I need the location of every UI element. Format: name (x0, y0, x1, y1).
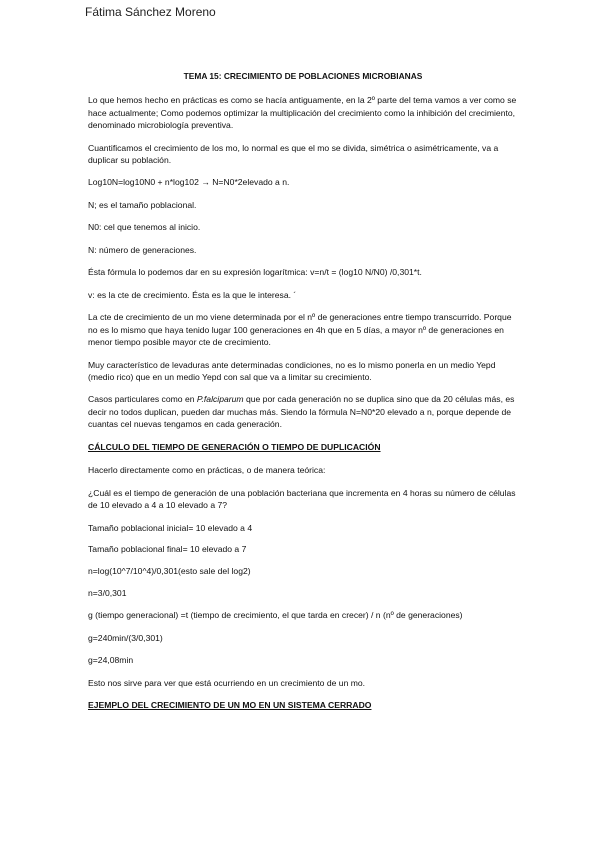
paragraph-particular-cases-start: Casos particulares como en (88, 394, 197, 405)
initial-population: Tamaño poblacional inicial= 10 elevado a 4 (88, 522, 253, 533)
definition-n-population: N; es el tamaño poblacional. (88, 199, 197, 210)
calc-g-formula: g=240min/(3/0,301) (88, 632, 163, 643)
paragraph-particular-cases (88, 393, 518, 430)
paragraph-conclusion: Esto nos sirve para ver que está ocurriendo en un crecimiento de un mo. (88, 677, 366, 688)
calc-n-log: n=log(10^7/10^4)/0,301(esto sale del log2) (88, 565, 251, 576)
calc-g-definition: g (tiempo generacional) =t (tiempo de crecimiento, el que tarda en crecer) / n (nº de generaciones) (88, 610, 463, 621)
paragraph-growth-constant: La cte de crecimiento de un mo viene determinada por el nº de generaciones entre tiempo transcurrido. Porque no es lo mismo que haya tenido lugar 100 generaciones en 4h que en 5 días, a mayor nº de generaciones en menor tiempo posible mayor cte de crecimiento. (88, 312, 512, 348)
definition-n0: N0: cel que tenemos al inicio. (88, 222, 201, 233)
paragraph-quantification: Cuantificamos el crecimiento de los mo, lo normal es que el mo se divida, simétrica o asimétricamente, va a duplicar su población. (88, 142, 499, 165)
paragraph-method: Hacerlo directamente como en prácticas, o de manera teórica: (88, 465, 326, 476)
paragraph-yeasts: Muy característico de levaduras ante determinadas condiciones, no es lo mismo ponerla en un medio Yepd (medio rico) que en un medio Yepd con sal que va a limitar su crecimiento. (88, 359, 496, 382)
document-body (88, 70, 518, 723)
paragraph-question: ¿Cuál es el tiempo de generación de una población bacteriana que incrementa en 4 horas su número de células de 10 elevado a 4 a 10 elevado a 7? (88, 487, 516, 511)
author-name: Fátima Sánchez Moreno (85, 5, 216, 19)
section-heading-generation-time: CÁLCULO DEL TIEMPO DE GENERACIÓN O TIEMPO DE DUPLICACIÓN (88, 441, 381, 452)
calc-n-value: n=3/0,301 (88, 587, 127, 598)
paragraph-intro: Lo que hemos hecho en prácticas es como se hacía antiguamente, en la 2º parte del tema vamos a ver como se hace actualmente; Como podemos optimizar la multiplicación del crecimiento como la inhibición del crecimiento, denominado microbiología preventiva. (88, 95, 517, 131)
calc-g-result: g=24,08min (88, 655, 134, 666)
final-population: Tamaño poblacional final= 10 elevado a 7 (88, 544, 247, 555)
document-title: TEMA 15: CRECIMIENTO DE POBLACIONES MICROBIANAS (183, 71, 423, 81)
formula-log: Log10N=log10N0 + n*log102 → N=N0*2elevado a n. (88, 177, 290, 188)
formula-growth-rate: Ésta fórmula lo podemos dar en su expresión logarítmica: v=n/t = (log10 N/N0) /0,301*t. (88, 267, 422, 278)
definition-v: v: es la cte de crecimiento. Ésta es la que le interesa. ´ (88, 289, 297, 300)
section-heading-closed-system: EJEMPLO DEL CRECIMIENTO DE UN MO EN UN SISTEMA CERRADO (88, 700, 372, 711)
species-name: P.falciparum (196, 394, 244, 405)
paragraph-particular-cases-end: que por cada generación no se duplica sino que da 20 células más, es decir no todos duplican, pueden dar muchas más. Siendo la fórmula N=N0*20 elevado a n, porque depende de cuantas cel nuevas tengamos en cada generación. (88, 394, 515, 430)
definition-n-generations: N: número de generaciones. (88, 244, 197, 255)
